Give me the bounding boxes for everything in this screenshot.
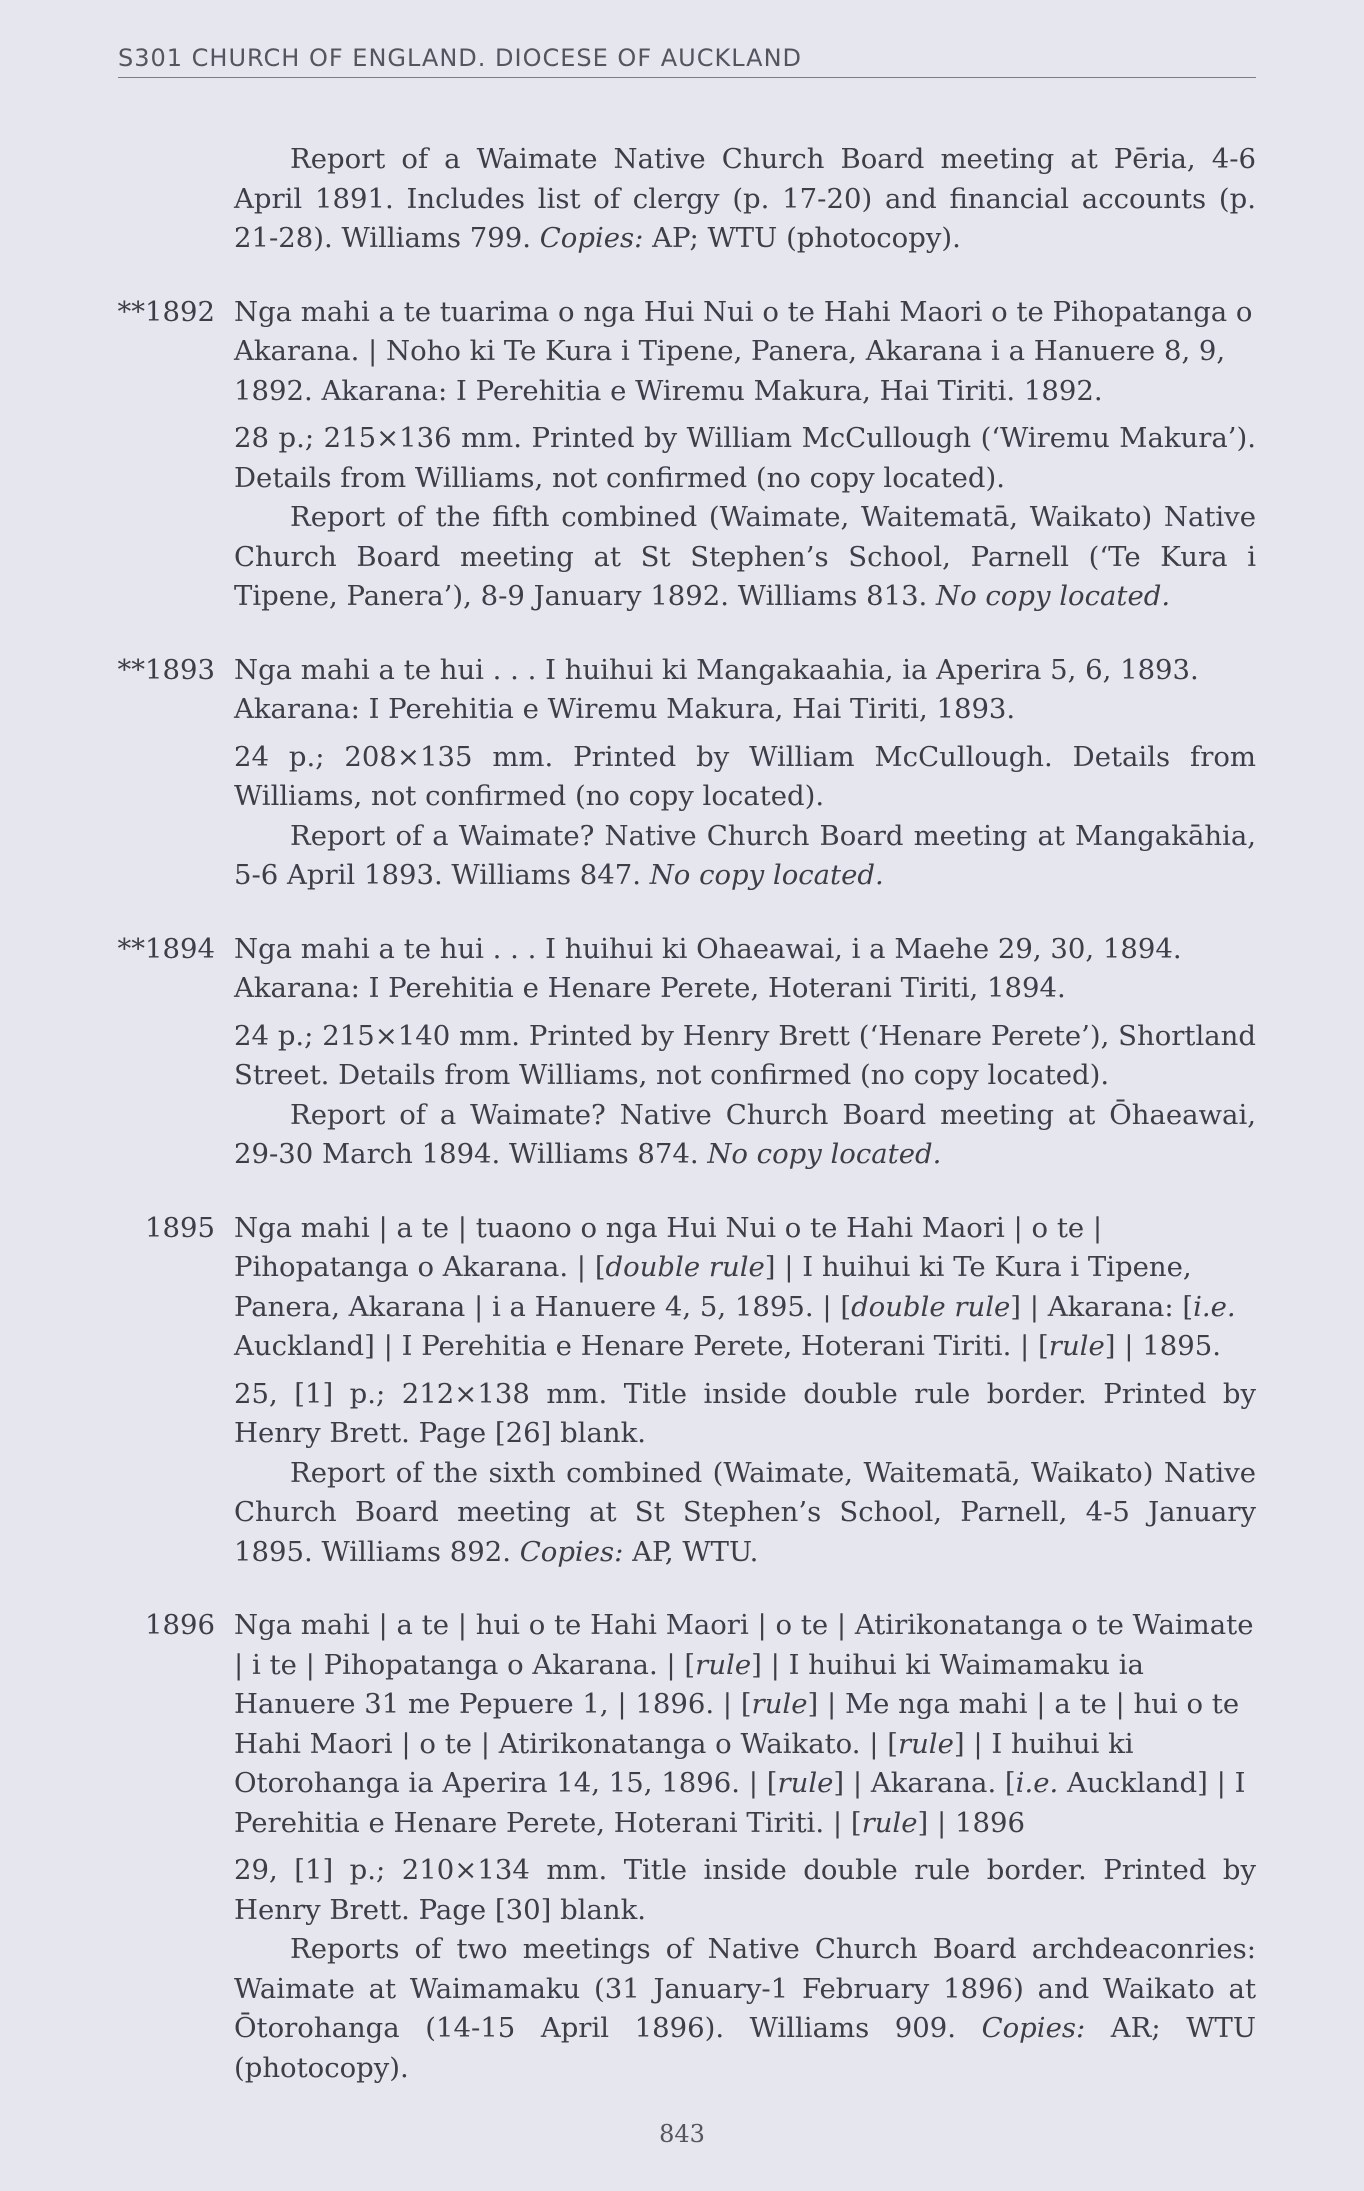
entry-year: **1892 [117,295,215,328]
entry-title: Nga mahi | a te | tuaono o nga Hui Nui o te Hahi Maori | o te | Pihopatanga o Akarana. | [double rule] | I huihui ki Te Kura i Tipene, Panera, Akarana | i a Hanuere 4, 5, 1895. | [double rule] | Akarana: [i.e. Auckland] | I Perehitia e Henare Perete, Hoterani Tiriti. | [rule] | 1895. [234,1211,1236,1362]
bibliography-content [0,140,1364,2122]
entry-title: Nga mahi a te hui . . . I huihui ki Ohaeawai, i a Maehe 29, 30, 1894. Akarana: I Perehitia e Henare Perete, Hoterani Tiriti, 1894. [234,932,1182,1004]
entry-report: Reports of two meetings of Native Church Board archdeaconries: Waimate at Waimamaku (31 January-1 February 1896) and Waikato at Ōtorohanga (14-15 April 1896). Williams 909. Copies: AR; WTU (photocopy). [234,1933,1256,2084]
entry-title: Nga mahi a te tuarima o nga Hui Nui o te Hahi Maori o te Pihopatanga o Akarana. | Noho ki Te Kura i Tipene, Panera, Akarana i a Hanuere 8, 9, 1892. Akarana: I Perehitia e Wiremu Makura, Hai Tiriti. 1892. [234,295,1253,407]
entry-1893 [0,651,1364,896]
entry-report: Report of the sixth combined (Waimate, Waitematā, Waikato) Native Church Board meeting at St Stephen’s School, Parnell, 4-5 January 1895. Williams 892. Copies: AP, WTU. [234,1456,1256,1568]
running-head: S301 CHURCH OF ENGLAND. DIOCESE OF AUCKLAND [118,44,1256,78]
entry-year: 1895 [145,1211,215,1244]
entry-description: 24 p.; 215×140 mm. Printed by Henry Brett (‘Henare Perete’), Shortland Street. Details from Williams, not confirmed (no copy located). [234,1019,1256,1091]
entry-description: 24 p.; 208×135 mm. Printed by William McCullough. Details from Williams, not confirmed (no copy located). [234,740,1256,812]
entry-year: **1893 [117,653,215,686]
entry-description: 25, [1] p.; 212×138 mm. Title inside double rule border. Printed by Henry Brett. Page [26] blank. [234,1377,1256,1449]
entry-description: 28 p.; 215×136 mm. Printed by William McCullough (‘Wiremu Makura’). Details from Williams, not confirmed (no copy located). [234,422,1256,494]
entry-1895 [0,1209,1364,1573]
entry-1892 [0,293,1364,617]
page-number: 843 [659,2120,705,2148]
entry-report: Report of a Waimate Native Church Board meeting at Pēria, 4-6 April 1891. Includes list of clergy (p. 17-20) and financial accounts (p. 21-28). Williams 799. Copies: AP; WTU (photocopy). [234,143,1256,254]
entry-title: Nga mahi | a te | hui o te Hahi Maori | o te | Atirikonatanga o te Waimate | i te | Pihopatanga o Akarana. | [rule] | I huihui ki Waimamaku ia Hanuere 31 me Pepuere 1, | 1896. | [rule] | Me nga mahi | a te | hui o te Hahi Maori | o te | Atirikonatanga o Waikato. | [rule] | I huihui ki Otorohanga ia Aperira 14, 15, 1896. | [rule] | Akarana. [i.e. Auckland] | I Perehitia e Henare Perete, Hoterani Tiriti. | [rule] | 1896 [234,1609,1254,1839]
entry-1891-continued [0,140,1364,259]
entry-report: Report of a Waimate? Native Church Board meeting at Mangakāhia, 5-6 April 1893. Williams 847. No copy located. [234,819,1256,891]
entry-year: **1894 [117,932,215,965]
entry-report: Report of a Waimate? Native Church Board meeting at Ōhaeawai, 29-30 March 1894. Williams 874. No copy located. [234,1098,1256,1170]
entry-1896 [0,1606,1364,2088]
entry-year: 1896 [145,1609,215,1641]
entry-1894 [0,930,1364,1175]
entry-report: Report of the fifth combined (Waimate, Waitematā, Waikato) Native Church Board meeting at St Stephen’s School, Parnell (‘Te Kura i Tipene, Panera’), 8-9 January 1892. Williams 813. No copy located. [234,501,1256,612]
entry-description: 29, [1] p.; 210×134 mm. Title inside double rule border. Printed by Henry Brett. Page [30] blank. [234,1854,1256,1926]
entry-title: Nga mahi a te hui . . . I huihui ki Mangakaahia, ia Aperira 5, 6, 1893. Akarana: I Perehitia e Wiremu Makura, Hai Tiriti, 1893. [234,653,1199,725]
